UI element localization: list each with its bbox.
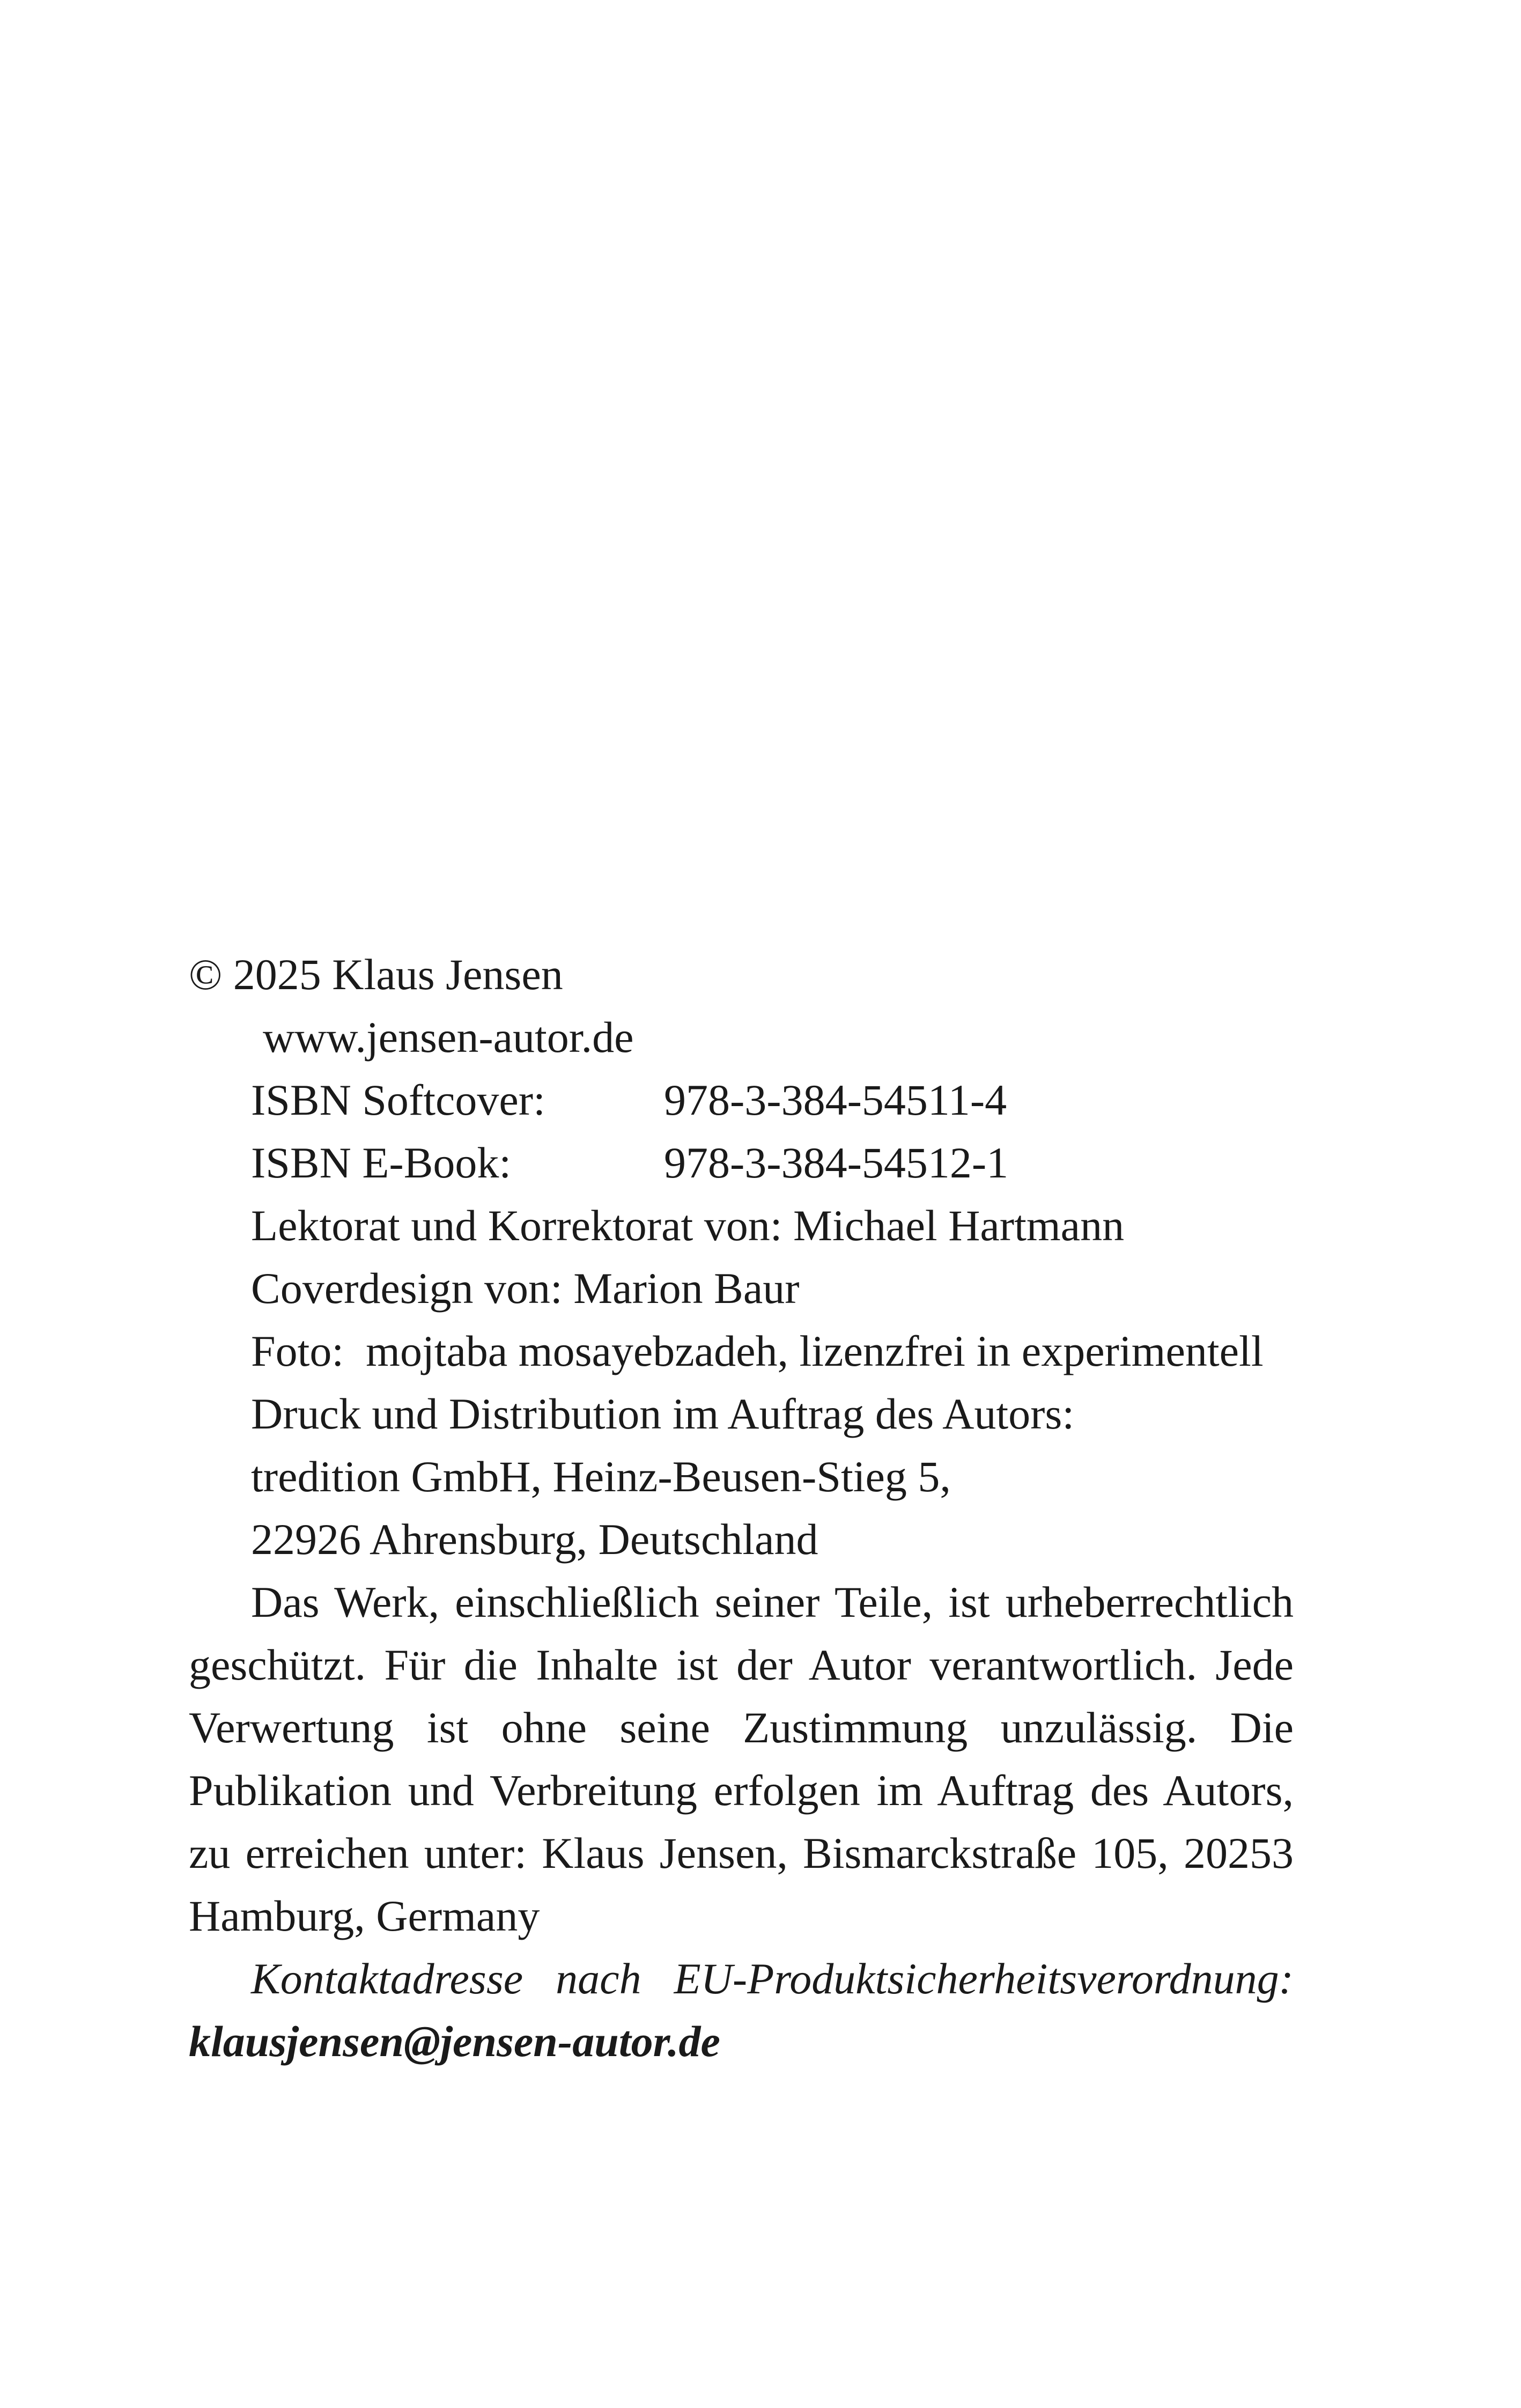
printer-address-line-1: tredition GmbH, Heinz-Beusen-Stieg 5, [251,1452,951,1501]
isbn-label: ISBN Softcover: [251,1076,545,1124]
isbn-row-softcover [189,1069,1294,1131]
contact-email: klausjensen@jensen-autor.de [189,2017,720,2066]
isbn-value: 978-3-384-54511-4 [664,1076,1007,1124]
author-website: www.jensen-autor.de [263,1013,634,1062]
isbn-label: ISBN E-Book: [251,1138,512,1187]
contact-paragraph [189,1947,1294,2073]
printer-address-line-2: 22926 Ahrensburg, Deutschland [251,1515,818,1564]
cover-design-credit: Coverdesign von: Marion Baur [251,1264,800,1313]
isbn-value: 978-3-384-54512-1 [664,1138,1009,1187]
photo-credit: Foto: mojtaba mosayebzadeh, lizenzfrei in experimentell [251,1327,1264,1375]
printing-intro: Druck und Distribution im Auftrag des Autors: [251,1389,1075,1438]
imprint-block [189,943,1294,2073]
isbn-row-ebook [189,1131,1294,1194]
contact-label: Kontaktadresse nach EU-Produktsicherheitsverordnung: [251,1954,1294,2003]
copyright-line: © 2025 Klaus Jensen [189,950,563,999]
copyright-notice: Das Werk, einschließlich seiner Teile, ist urheberrechtlich geschützt. Für die Inhalte ist der Autor verantwortlich. Jede Verwertung ist ohne seine Zustimmung unzulässig. Die Publikation und Verbreitung erfolgen im Auftrag des Autors, zu erreichen unter: Klaus Jensen, Bismarckstraße 105, 20253 Hamburg, Germany [189,1578,1294,1940]
editing-credit: Lektorat und Korrektorat von: Michael Hartmann [251,1201,1125,1250]
